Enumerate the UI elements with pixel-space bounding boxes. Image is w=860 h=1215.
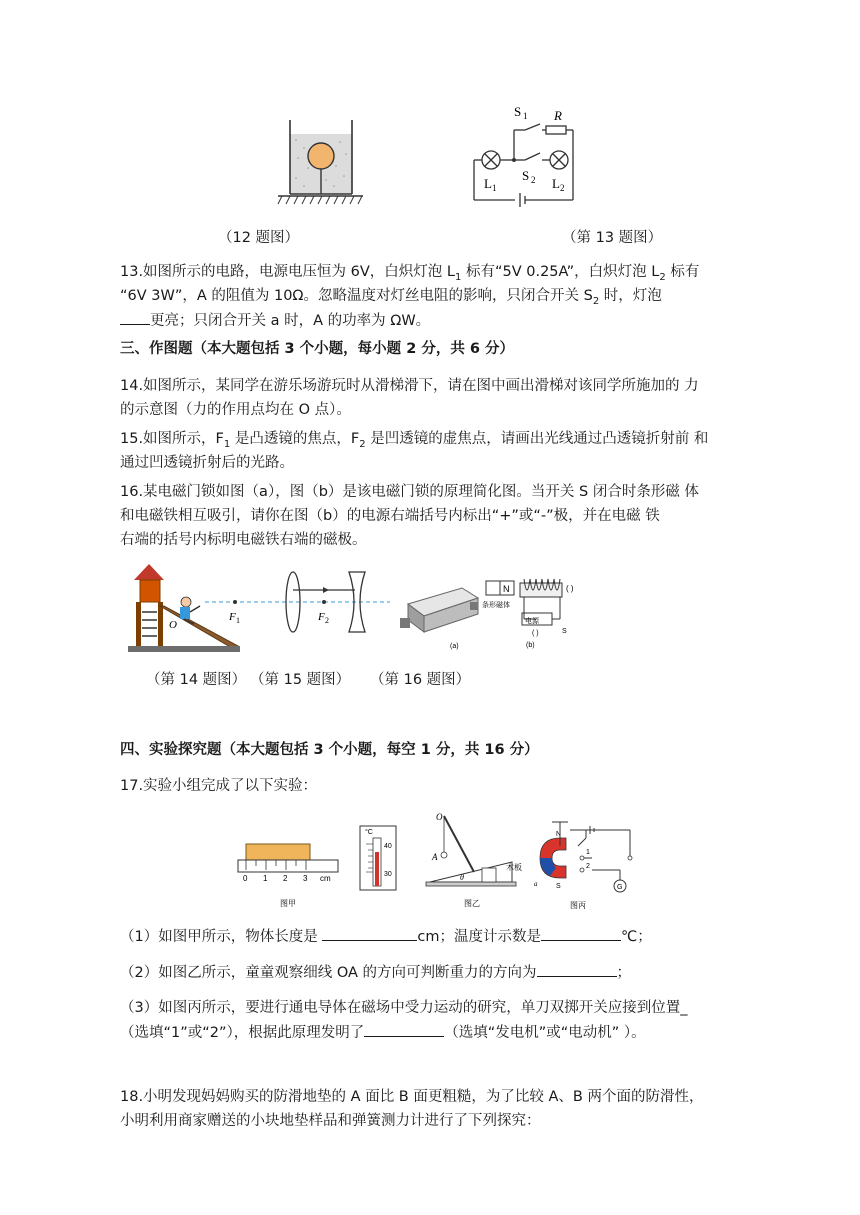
caption-fig14: （第 14 题图） xyxy=(146,672,247,688)
section-4-heading: 四、实验探究题（本大题包括 3 个小题，每空 1 分，共 16 分） xyxy=(120,742,539,758)
caption-fig16: （第 16 题图） xyxy=(370,672,471,688)
caption-fig-bing: 图丙 xyxy=(570,901,586,910)
label-l1-sub: 1 xyxy=(492,183,497,193)
figure-17-ruler-thermometer xyxy=(234,824,404,912)
label-s2: S xyxy=(522,168,530,183)
label-s: S xyxy=(562,628,567,635)
answer-blank-gravity[interactable] xyxy=(537,960,617,977)
label-16b: (b) xyxy=(526,642,535,649)
q17-p1: （1）如图甲所示，物体长度是 cm；温度计示数是 ℃； xyxy=(120,924,745,949)
tick-1: 1 xyxy=(263,874,268,883)
caption-fig12: （12 题图） xyxy=(218,230,300,246)
label-n: N xyxy=(503,584,510,594)
label-l1: L xyxy=(484,176,492,191)
tick-0: 0 xyxy=(243,874,248,883)
figure-12-container xyxy=(278,118,363,208)
label-bar-magnet: 条形磁体 xyxy=(482,602,510,609)
label-g: G xyxy=(617,884,623,891)
label-r: R xyxy=(554,108,562,123)
q17-p2: （2）如图乙所示，童童观察细线 OA 的方向可判断重力的方向为 ； xyxy=(120,960,745,985)
label-theta: θ xyxy=(460,873,464,882)
label-s-17: S xyxy=(556,883,561,890)
figure-15-lenses xyxy=(205,568,390,642)
q15-line2: 通过凹透镜折射后的光路。 xyxy=(120,455,294,471)
figure-16a-door-lock xyxy=(400,574,480,650)
label-f1-sub: 1 xyxy=(236,616,240,625)
q17-intro: 17.实验小组完成了以下实验： xyxy=(120,778,318,794)
bracket-power-pole: ( ) xyxy=(532,630,539,637)
q16-line2: 和电磁铁相互吸引，请你在图（b）的电源右端括号内标出“+”或“-”极，并在电磁 铁 xyxy=(120,508,660,524)
figure-17-plumb-board xyxy=(426,812,526,912)
figure-16b-electromagnet xyxy=(482,577,590,653)
therm-30: 30 xyxy=(384,871,392,878)
label-power: 电源 xyxy=(525,618,539,625)
answer-blank-invention[interactable] xyxy=(364,1020,444,1037)
label-pos-1: 1 xyxy=(586,849,590,856)
label-a-17: A xyxy=(432,852,438,862)
unit-deg: °C xyxy=(365,829,373,836)
caption-fig-yi: 图乙 xyxy=(464,899,480,908)
answer-blank-temperature[interactable] xyxy=(541,924,621,941)
tick-2: 2 xyxy=(283,874,288,883)
caption-fig15: （第 15 题图） xyxy=(250,672,351,688)
label-board: 木板 xyxy=(506,863,522,872)
label-l2: L xyxy=(552,176,560,191)
q18-line2: 小明利用商家赠送的小块地垫样品和弹簧测力计进行了下列探究： xyxy=(120,1113,541,1129)
answer-blank-length[interactable] xyxy=(322,924,417,941)
tick-3: 3 xyxy=(303,874,308,883)
label-s1: S xyxy=(514,104,522,119)
figure-17-motor-circuit xyxy=(530,818,640,912)
q16-line1: 16.某电磁门锁如图（a），图（b）是该电磁门锁的原理简化图。当开关 S 闭合时条形磁 体 xyxy=(120,484,699,500)
q13-line3: 更亮；只闭合开关 a 时，A 的功率为 ΩW。 xyxy=(120,308,745,333)
label-o: O xyxy=(169,619,177,631)
q14-line1: 14.如图所示，某同学在游乐场游玩时从滑梯滑下，请在图中画出滑梯对该同学所施加的 力 xyxy=(120,378,699,394)
caption-fig13: （第 13 题图） xyxy=(562,230,663,246)
label-o-17: O xyxy=(436,812,443,822)
q18-line1: 18.小明发现妈妈购买的防滑地垫的 A 面比 B 面更粗糙，为了比较 A、B 两个面的防滑性， xyxy=(120,1089,704,1105)
label-f2: F xyxy=(318,611,325,623)
q13-line1: 13.如图所示的电路，电源电压恒为 6V，白炽灯泡 $L_1$ 标有“5V 0.25A”，白炽灯泡 $L_2$ 标有 xyxy=(120,264,700,283)
q17-p3-line2: （选填“1”或“2”），根据此原理发明了 （选填“发电机”或“电动机” ）。 xyxy=(120,1020,745,1045)
figure-13-circuit xyxy=(470,100,590,215)
label-a-17b: a xyxy=(534,880,538,888)
caption-fig-jia: 图甲 xyxy=(280,899,296,908)
label-s1-sub: 1 xyxy=(523,111,528,121)
answer-blank[interactable] xyxy=(120,308,150,325)
q14-line2: 的示意图（力的作用点均在 O 点）。 xyxy=(120,402,351,418)
bracket-magnet-pole: ( ) xyxy=(566,584,574,593)
label-f2-sub: 2 xyxy=(325,616,329,625)
q13-line2: “6V 3W”，A 的阻值为 10Ω。忽略温度对灯丝电阻的影响，只闭合开关 $S_2$ 时，灯泡 xyxy=(120,288,662,307)
unit-cm: cm xyxy=(320,874,331,883)
label-l2-sub: 2 xyxy=(560,183,565,193)
label-n-17: N xyxy=(556,831,562,838)
therm-40: 40 xyxy=(384,843,392,850)
label-s2-sub: 2 xyxy=(531,175,536,185)
label-pos-2: 2 xyxy=(586,863,590,870)
q15-line1: 15.如图所示，$F_1$ 是凸透镜的焦点，$F_2$ 是凹透镜的虚焦点，请画出光线通过凸透镜折射前 和 xyxy=(120,431,709,450)
q16-line3: 右端的括号内标明电磁铁右端的磁极。 xyxy=(120,532,367,548)
label-f1: F xyxy=(229,611,236,623)
q17-p3-line1: （3）如图丙所示，要进行通电导体在磁场中受力运动的研究，单刀双掷开关应接到位置_ xyxy=(120,1000,688,1016)
label-16a: (a) xyxy=(450,643,459,650)
section-3-heading: 三、作图题（本大题包括 3 个小题，每小题 2 分，共 6 分） xyxy=(120,341,515,357)
